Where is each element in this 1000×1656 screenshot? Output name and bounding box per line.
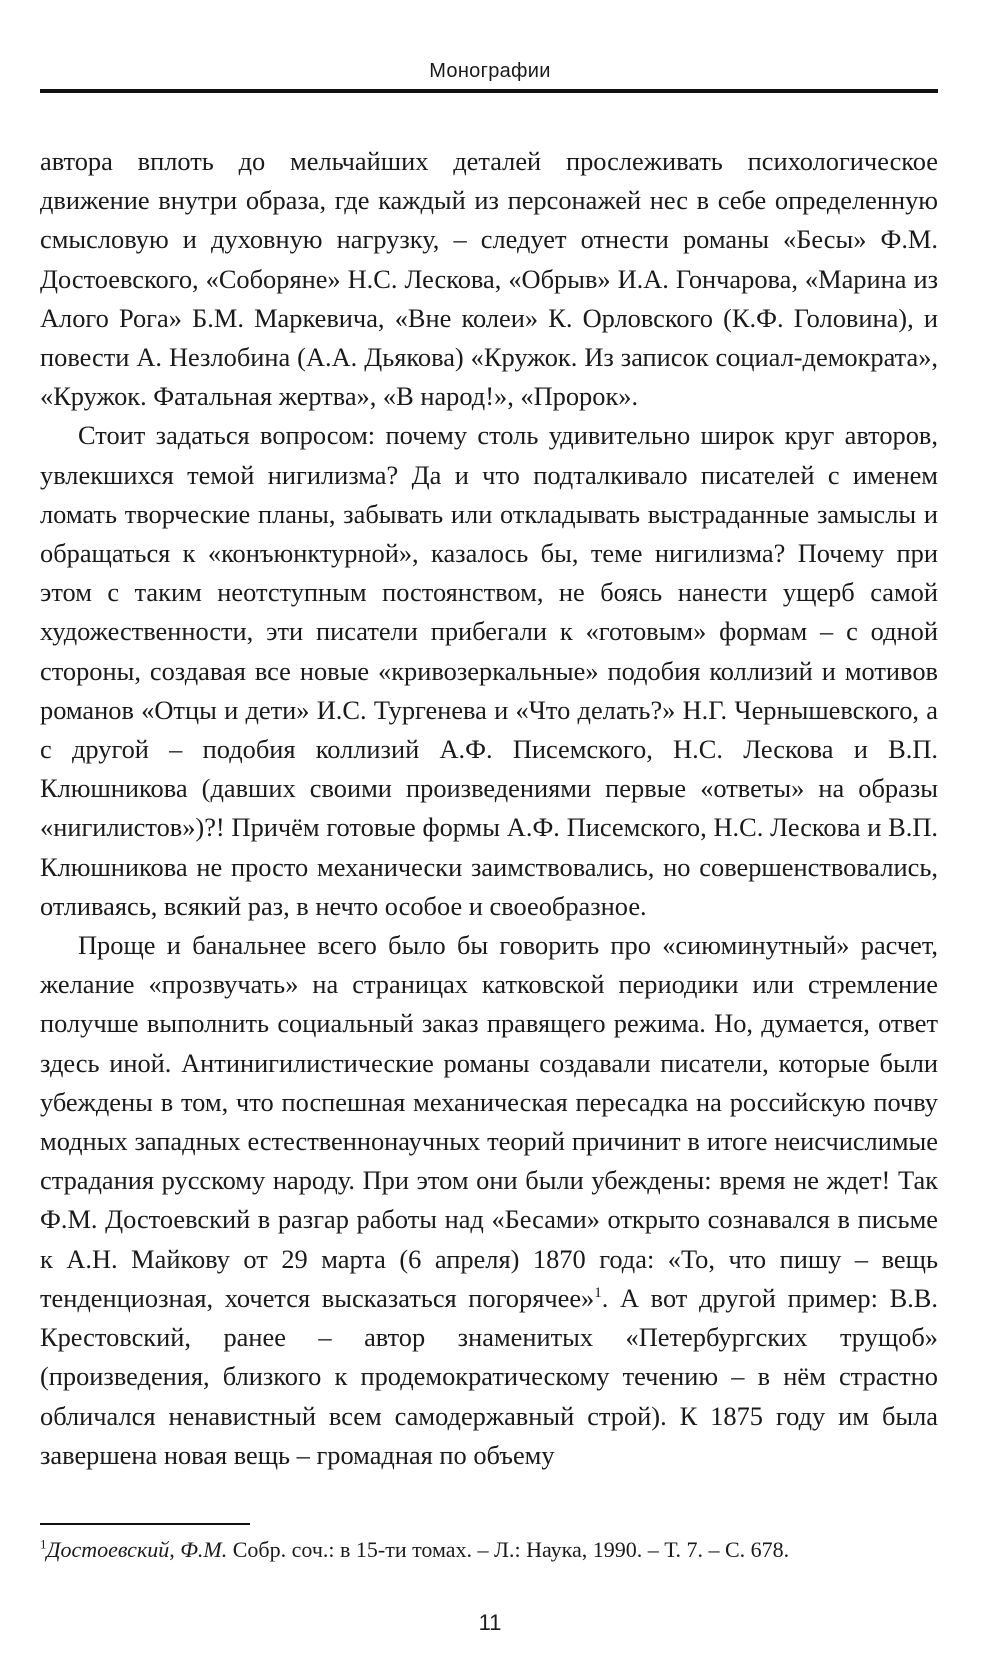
footnote-mark: 1	[40, 1536, 47, 1552]
footnote-rule	[40, 1523, 250, 1525]
footnote-citation: Собр. соч.: в 15-ти томах. – Л.: Наука, 1990. – Т. 7. – С. 678.	[227, 1537, 790, 1562]
paragraph-3	[40, 926, 938, 1475]
footnote-reference: 1	[594, 1285, 602, 1302]
main-text	[40, 142, 938, 1475]
header-rule	[40, 89, 938, 93]
running-head: Монографии	[429, 60, 551, 82]
paragraph-3-part-1: Проще и банальнее всего было бы говорить про «сиюминутный» расчет, желание «прозвучать» на страницах катковской периодики или стремление получше выполнить социальный заказ правящего режима. Но, думается, ответ здесь иной. Антинигилистические романы создавали писатели, которые были убеждены в том, что поспешная механическая пересадка на российскую почву модных западных естественнонаучных теорий причинит в итоге неисчислимые страдания русскому народу. При этом они были убеждены: время не ждет! Так Ф.М. Достоевский в разгар работы над «Бесами» открыто сознавался в письме к А.Н. Майкову от 29 марта (6 апреля) 1870 года: «То, что пишу – вещь тенденциозная, хочется высказаться погорячее»	[40, 930, 938, 1313]
paragraph-2: Стоит задаться вопросом: почему столь удивительно широк круг авторов, увлекшихся темой нигилизма? Да и что подталкивало писателей с именем ломать творческие планы, забывать или откладывать выстраданные замыслы и обращаться к «конъюнктурной», казалось бы, теме нигилизма? Почему при этом с таким неотступным постоянством, не боясь нанести ущерб самой художественности, эти писатели прибегали к «готовым» формам – с одной стороны, создавая все новые «кривозеркальные» подобия коллизий и мотивов романов «Отцы и дети» И.С. Тургенева и «Что делать?» Н.Г. Чернышевского, а с другой – подобия коллизий А.Ф. Писемского, Н.С. Лескова и В.П. Клюшникова (давших своими произведениями первые «ответы» на образы «нигилистов»)?! Причём готовые формы А.Ф. Писемского, Н.С. Лескова и В.П. Клюшникова не просто механически заимствовались, но совершенствовались, отливаясь, всякий раз, в нечто особое и своеобразное.	[40, 420, 938, 921]
page-number: 11	[478, 1610, 502, 1635]
footnote-author: Достоевский, Ф.М.	[46, 1537, 228, 1562]
footnote	[40, 1535, 938, 1565]
paragraph-1: автора вплоть до мельчайших деталей прослеживать психологическое движение внутри образа, где каждый из персонажей нес в себе определенную смысловую и духовную нагрузку, – следует отнести романы «Бесы» Ф.М. Достоевского, «Соборяне» Н.С. Лескова, «Обрыв» И.А. Гончарова, «Марина из Алого Рога» Б.М. Маркевича, «Вне колеи» К. Орловского (К.Ф. Головина), и повести А. Незлобина (А.А. Дьякова) «Кружок. Из записок социал-демократа», «Кружок. Фатальная жертва», «В народ!», «Пророк».	[40, 146, 938, 412]
paragraph-3-part-2: . А вот другой пример: В.В. Крестовский, ранее – автор знаменитых «Петербургских трущоб» (произведения, близкого к продемократическому течению – в нём страстно обличался ненавистный всем самодержавный строй). К 1875 году им была завершена новая вещь – громадная по объему	[40, 1282, 939, 1470]
